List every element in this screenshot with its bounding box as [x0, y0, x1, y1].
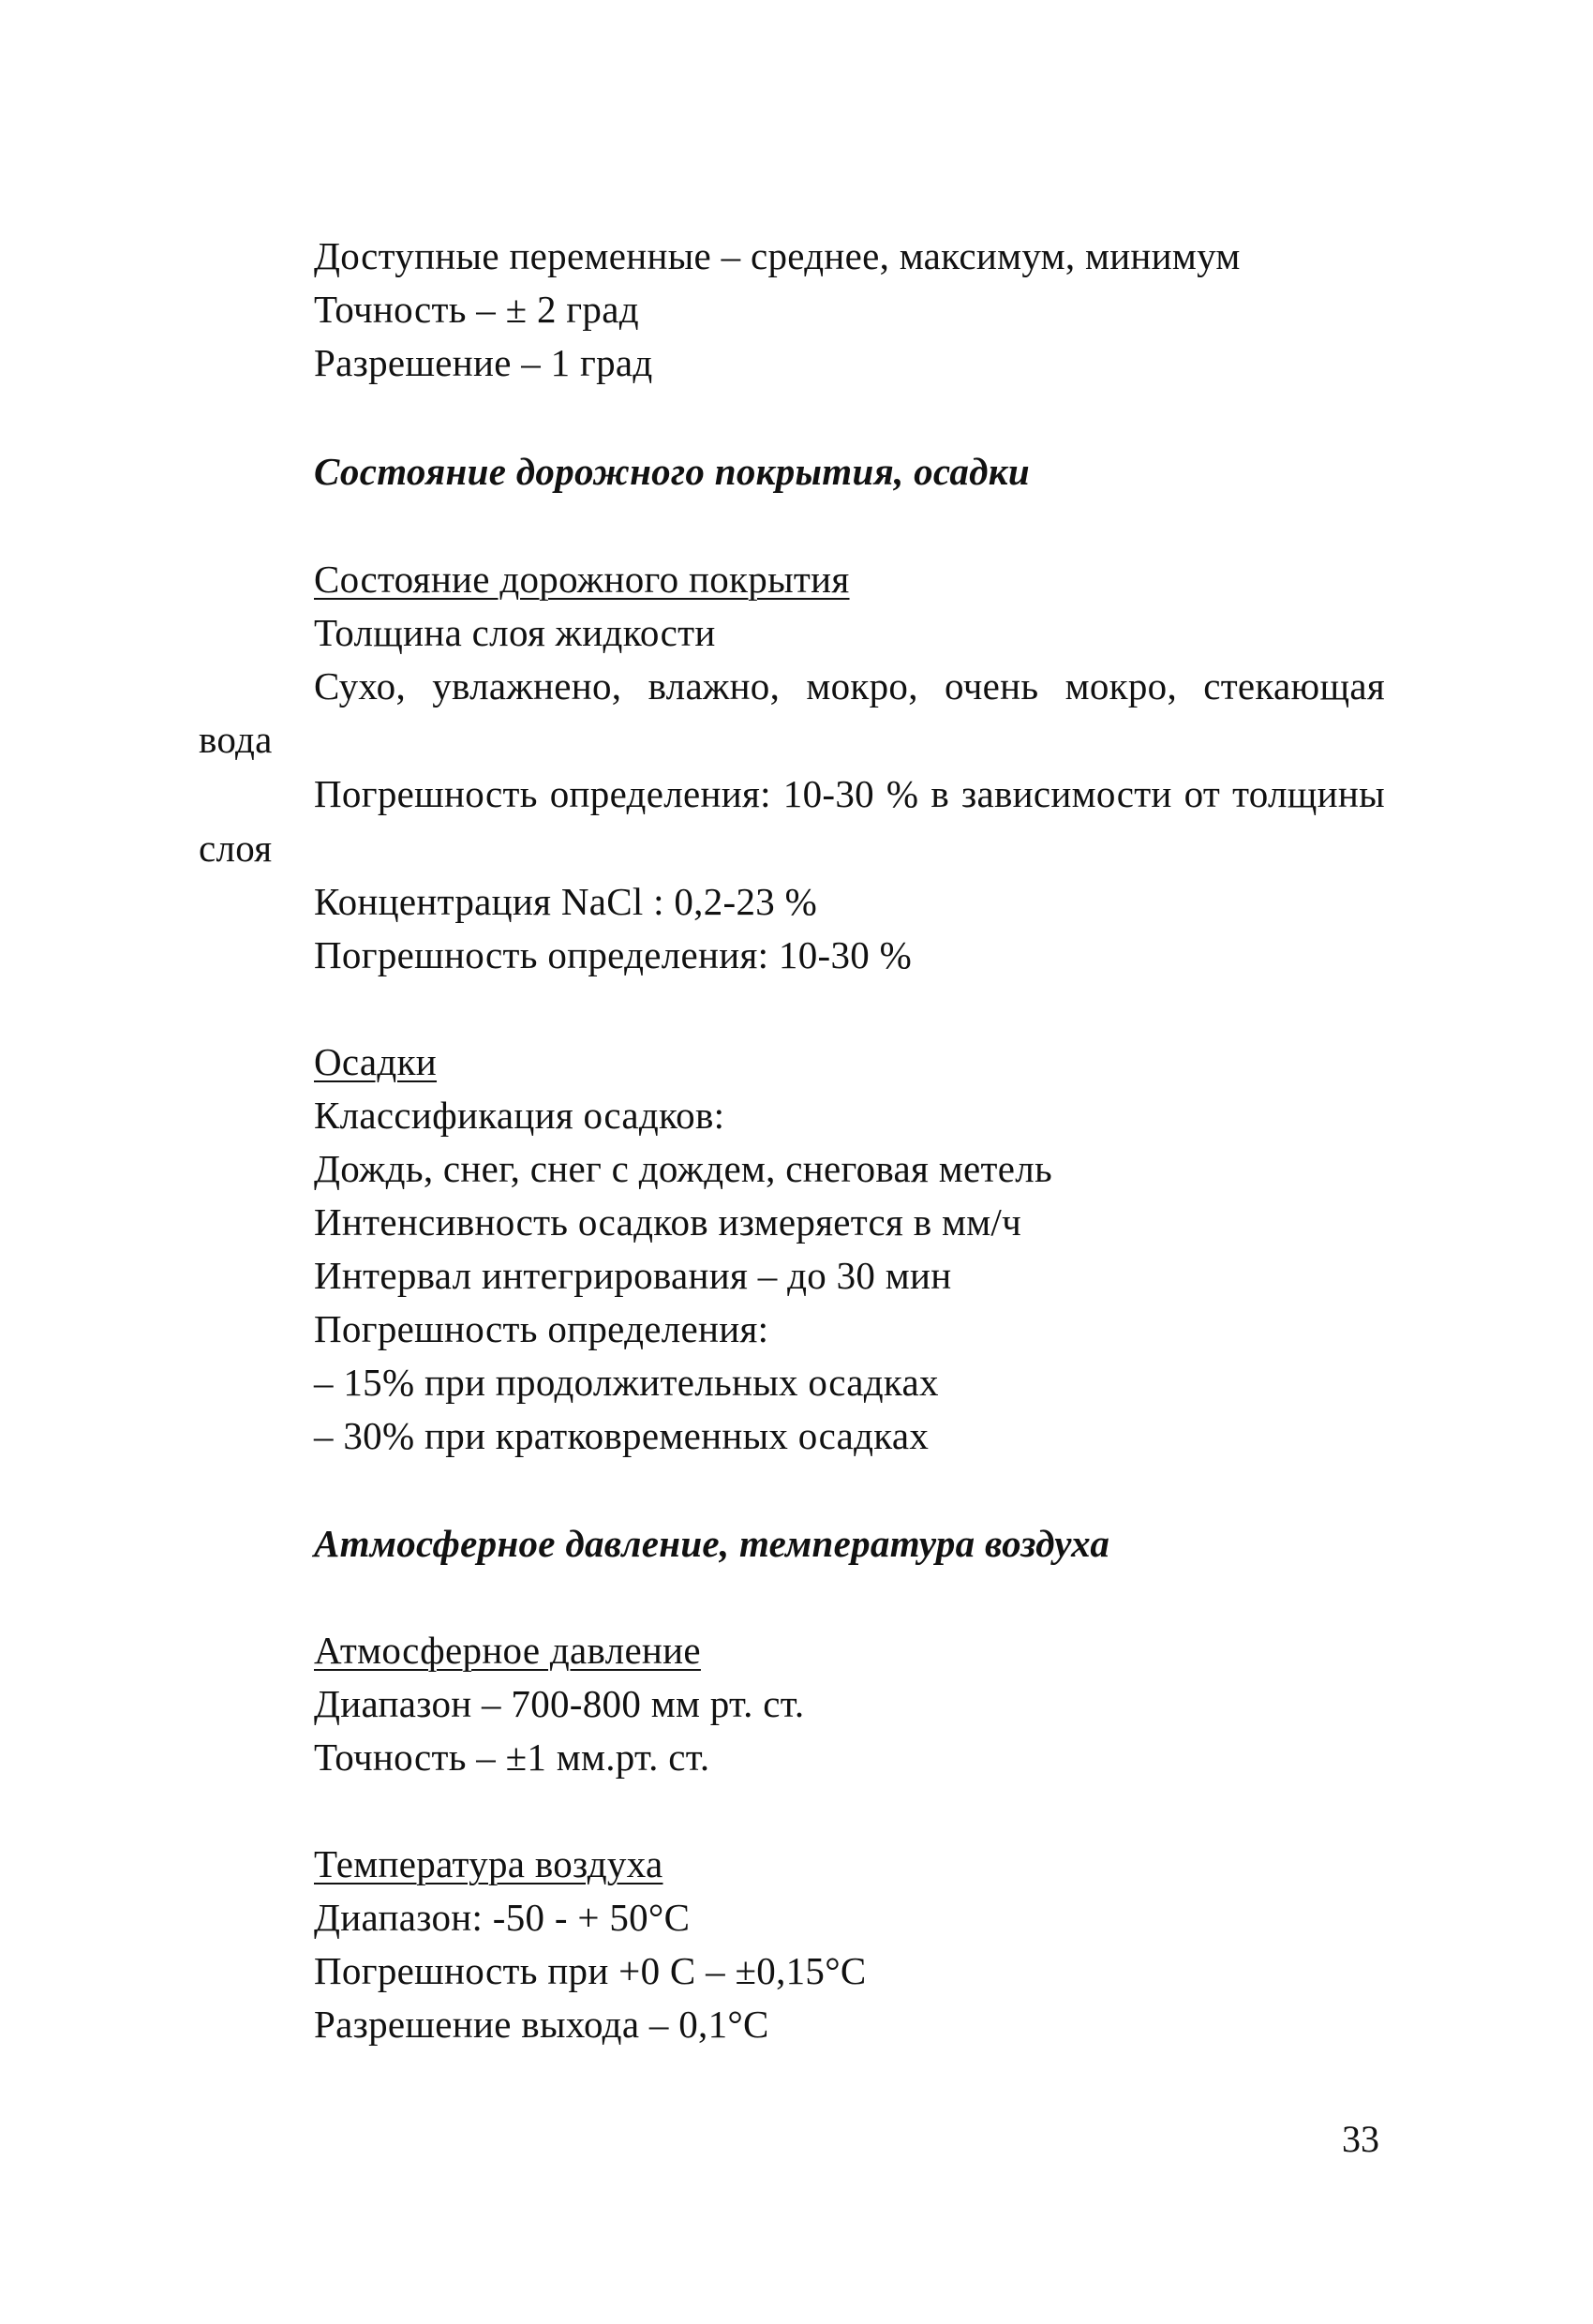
precip-error-line: Погрешность определения:	[314, 1307, 769, 1350]
variables-line: Доступные переменные – среднее, максимум, минимум	[314, 234, 1241, 277]
nacl-error-line: Погрешность определения: 10-30 %	[314, 933, 913, 976]
surface-states-line: Сухо, увлажнено, влажно, мокро, очень мокро, стекающая	[314, 664, 1385, 708]
error-layer-continuation: слоя	[199, 827, 273, 870]
liquid-layer-line: Толщина слоя жидкости	[314, 611, 716, 654]
subheading-road-surface: Состояние дорожного покрытия	[314, 558, 850, 601]
short-precip-error-line: – 30% при кратковременных осадках	[314, 1414, 930, 1457]
subheading-air-temp: Температура воздуха	[314, 1842, 663, 1885]
section-heading-road-precip: Состояние дорожного покрытия, осадки	[314, 450, 1030, 493]
precip-intensity-line: Интенсивность осадков измеряется в мм/ч	[314, 1200, 1022, 1244]
temp-range-line: Диапазон: -50 - + 50°С	[314, 1896, 691, 1939]
precip-types-line: Дождь, снег, снег с дождем, снеговая метель	[314, 1147, 1052, 1190]
temp-error-line: Погрешность при +0 С – ±0,15°С	[314, 1949, 867, 1992]
resolution-line: Разрешение – 1 град	[314, 341, 653, 384]
integration-interval-line: Интервал интегрирования – до 30 мин	[314, 1254, 952, 1297]
nacl-concentration-line: Концентрация NaCl : 0,2-23 %	[314, 880, 818, 923]
subheading-pressure: Атмосферное давление	[314, 1629, 701, 1672]
section-heading-pressure-temp: Атмосферное давление, температура воздуха	[314, 1522, 1110, 1565]
accuracy-line: Точность – ± 2 град	[314, 288, 639, 331]
precip-classification-line: Классификация осадков:	[314, 1094, 725, 1137]
page-number: 33	[1342, 2118, 1379, 2160]
error-layer-line: Погрешность определения: 10-30 % в зависимости от толщины	[314, 772, 1385, 815]
temp-resolution-line: Разрешение выхода – 0,1°С	[314, 2003, 769, 2046]
pressure-range-line: Диапазон – 700-800 мм рт. ст.	[314, 1682, 805, 1725]
surface-states-continuation: вода	[199, 718, 273, 761]
pressure-accuracy-line: Точность – ±1 мм.рт. ст.	[314, 1736, 710, 1779]
long-precip-error-line: – 15% при продолжительных осадках	[314, 1361, 939, 1404]
subheading-precipitation: Осадки	[314, 1040, 438, 1083]
